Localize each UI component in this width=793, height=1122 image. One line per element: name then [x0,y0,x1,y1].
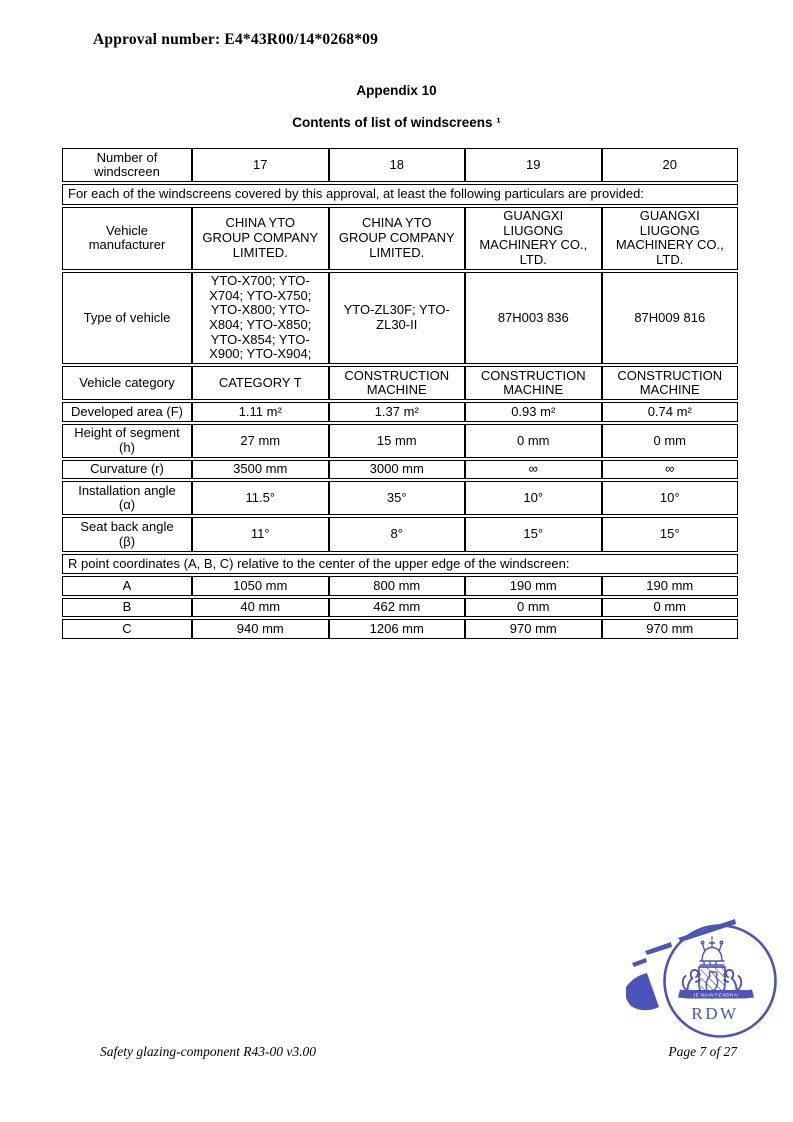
value-cell: 15° [602,517,739,551]
value-cell: 0 mm [465,598,602,618]
value-cell: CONSTRUCTION MACHINE [329,366,466,400]
value-cell: 3000 mm [329,460,466,480]
row-label-cell: Vehicle category [62,366,192,400]
row-label-cell: Type of vehicle [62,272,192,364]
table-row-developed-area [62,402,738,422]
value-cell: 11.5° [192,481,329,515]
row-label-cell: Seat back angle (β) [62,517,192,551]
value-cell: 35° [329,481,466,515]
appendix-title: Appendix 10 [356,83,437,98]
value-cell: 462 mm [329,598,466,618]
table-row-installation-angle [62,481,738,515]
value-cell: CHINA YTO GROUP COMPANY LIMITED. [329,207,466,270]
value-cell: 940 mm [192,619,329,639]
table-row-rpoint-intro [62,554,738,575]
value-cell: 970 mm [465,619,602,639]
value-cell: 1206 mm [329,619,466,639]
table-row-segment-height [62,424,738,458]
table-row-number [62,148,738,182]
value-cell: 0.74 m² [602,402,739,422]
value-cell: 87H003 836 [465,272,602,364]
table-row-intro [62,184,738,205]
value-cell: YTO-X700; YTO-X704; YTO-X750; YTO-X800; YTO-X804; YTO-X850; YTO-X854; YTO-X900; YTO-X904; [192,272,329,364]
value-cell: ∞ [602,460,739,480]
value-cell: CATEGORY T [192,366,329,400]
value-cell: 27 mm [192,424,329,458]
row-label-cell: Developed area (F) [62,402,192,422]
table-row-coord-a [62,576,738,596]
table-row-coord-c [62,619,738,639]
row-label-cell: C [62,619,192,639]
value-cell: 0 mm [602,598,739,618]
footer-page-number: Page 7 of 27 [668,1044,737,1059]
row-label-cell: B [62,598,192,618]
rdw-text: RDW [691,1004,739,1023]
value-cell: 10° [465,481,602,515]
value-cell: 18 [329,148,466,182]
value-cell: CONSTRUCTION MACHINE [602,366,739,400]
table-row-category [62,366,738,400]
value-cell: 1.37 m² [329,402,466,422]
value-cell: 0 mm [602,424,739,458]
row-label-cell: Vehicle manufacturer [62,207,192,270]
value-cell: CONSTRUCTION MACHINE [465,366,602,400]
value-cell: 190 mm [465,576,602,596]
row-label-cell: Curvature (r) [62,460,192,480]
rpoint-text-cell: R point coordinates (A, B, C) relative to the center of the upper edge of the windscreen: [62,554,738,575]
value-cell: 3500 mm [192,460,329,480]
row-label-cell: A [62,576,192,596]
row-label-cell: Installation angle (α) [62,481,192,515]
row-label-cell: Number of windscreen [62,148,192,182]
value-cell: 17 [192,148,329,182]
value-cell: 8° [329,517,466,551]
row-label-cell: Height of segment (h) [62,424,192,458]
value-cell: 0 mm [465,424,602,458]
value-cell: 15° [465,517,602,551]
value-cell: 10° [602,481,739,515]
footer-document-version: Safety glazing-component R43-00 v3.00 [100,1044,316,1059]
value-cell: 0.93 m² [465,402,602,422]
value-cell: 87H009 816 [602,272,739,364]
value-cell: 11° [192,517,329,551]
rdw-stamp [626,910,793,1050]
value-cell: GUANGXI LIUGONG MACHINERY CO., LTD. [465,207,602,270]
value-cell: 19 [465,148,602,182]
approval-number: Approval number: E4*43R00/14*0268*09 [93,31,379,48]
value-cell: 40 mm [192,598,329,618]
table-row-curvature [62,460,738,480]
value-cell: YTO-ZL30F; YTO-ZL30-II [329,272,466,364]
table-row-vehicle-type [62,272,738,364]
value-cell: 1050 mm [192,576,329,596]
value-cell: CHINA YTO GROUP COMPANY LIMITED. [192,207,329,270]
value-cell: 20 [602,148,739,182]
motto-text: JE MAINTIENDRAI [692,992,740,998]
value-cell: 1.11 m² [192,402,329,422]
crown-icon [700,937,724,965]
value-cell: ∞ [465,460,602,480]
table-row-coord-b [62,598,738,618]
intro-text-cell: For each of the windscreens covered by this approval, at least the following particulars are provided: [62,184,738,205]
value-cell: 800 mm [329,576,466,596]
table-row-manufacturer [62,207,738,270]
value-cell: 190 mm [602,576,739,596]
table-row-seat-back-angle [62,517,738,551]
contents-title: Contents of list of windscreens ¹ [292,115,501,130]
banner-ribbon [678,990,754,999]
value-cell: 970 mm [602,619,739,639]
windscreen-table [62,146,738,641]
value-cell: 15 mm [329,424,466,458]
value-cell: GUANGXI LIUGONG MACHINERY CO., LTD. [602,207,739,270]
